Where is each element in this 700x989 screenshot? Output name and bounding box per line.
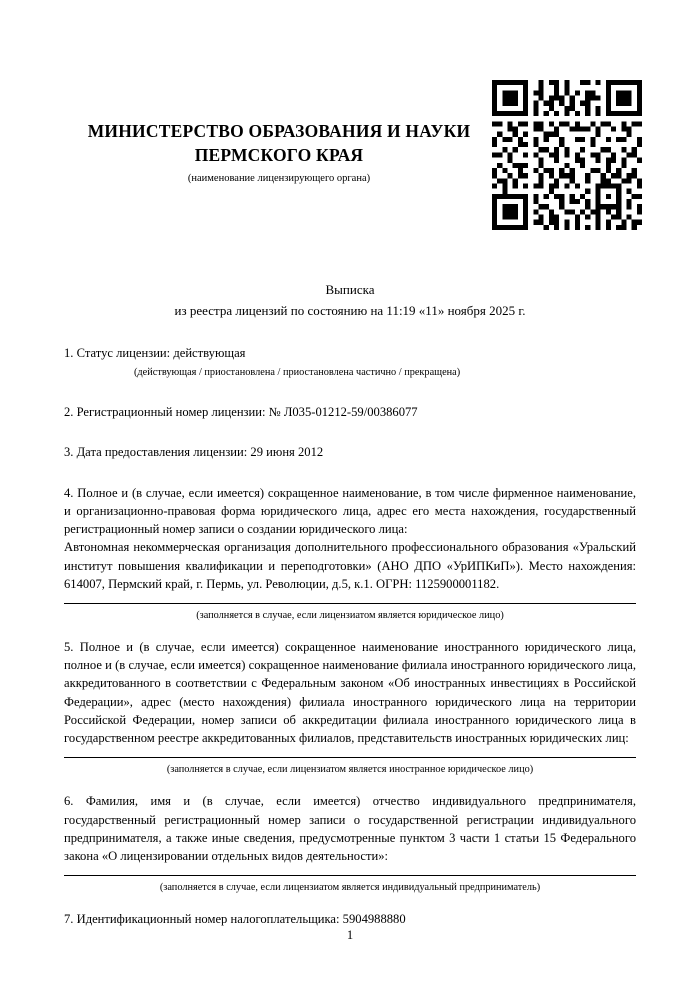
ministry-subtitle: (наименование лицензирующего органа) bbox=[187, 173, 371, 185]
document-title-line-2: из реестра лицензий по состоянию на 11:19 «11» ноября 2025 г. bbox=[174, 303, 526, 319]
document-title bbox=[64, 280, 636, 322]
item-7-text: 7. Идентификационный номер налогоплательщика: 5904988880 bbox=[64, 912, 406, 927]
divider bbox=[64, 757, 636, 758]
item-6 bbox=[64, 792, 636, 896]
item-4-value: Автономная некоммерческая организация дополнительного профессионального образования «Уральский институт повышения квалификации и переподготовки» (АНО ДПО «УрИПКиП»). Место нахождения: 614007, Пермский край, г. Пермь, ул. Революции, д.5, к.1. ОГРН: 1125900001182. bbox=[64, 540, 636, 591]
item-4-note: (заполняется в случае, если лицензиатом является юридическое лицо) bbox=[196, 610, 504, 622]
item-5-note: (заполняется в случае, если лицензиатом является иностранное юридическое лицо) bbox=[166, 764, 534, 776]
item-5 bbox=[64, 638, 636, 778]
item-5-text: 5. Полное и (в случае, если имеется) сокращенное наименование иностранного юридического лица, полное и (в случае, если имеется) сокращенное наименование филиала иностранного юридического лица, аккредитованного в соответствии с Федеральным законом «Об иностранных инвестициях в Российской Федерации», адрес (место нахождения) филиала иностранного юридического лица на территории Российской Федерации, номер записи об аккредитации филиала иностранного юридического лица в государственном реестре аккредитованных филиалов, представительств иностранных юридических лиц: bbox=[64, 639, 636, 746]
item-3 bbox=[64, 443, 636, 461]
page-title bbox=[64, 120, 494, 167]
document-header bbox=[64, 0, 494, 184]
item-2-text: 2. Регистрационный номер лицензии: № Л035-01212-59/00386077 bbox=[64, 405, 418, 420]
item-2 bbox=[64, 403, 636, 421]
item-6-note: (заполняется в случае, если лицензиатом является индивидуальный предприниматель) bbox=[159, 882, 541, 894]
item-1 bbox=[64, 344, 636, 381]
item-4-text: 4. Полное и (в случае, если имеется) сокращенное наименование, в том числе фирменное наименование, и организационно-правовая форма юридического лица, адрес его места нахождения, государственный регистрационный номер записи о создании юридического лица: bbox=[64, 485, 636, 537]
divider bbox=[64, 875, 636, 876]
item-4 bbox=[64, 484, 636, 624]
item-1-text: 1. Статус лицензии: действующая bbox=[64, 345, 246, 360]
divider bbox=[64, 603, 636, 604]
ministry-title-line-2: ПЕРМСКОГО КРАЯ bbox=[194, 144, 364, 165]
document-title-line-1: Выписка bbox=[325, 282, 375, 298]
qr-code-icon bbox=[492, 80, 642, 230]
item-7 bbox=[64, 910, 636, 928]
item-3-text: 3. Дата предоставления лицензии: 29 июня 2012 bbox=[64, 445, 324, 460]
page-number: 1 bbox=[346, 928, 354, 942]
item-6-text: 6. Фамилия, имя и (в случае, если имеется) отчество индивидуального предпринимателя, государственный регистрационный номер записи о государственной регистрации индивидуального предпринимателя, а также иные сведения, предусмотренные пунктом 3 части 1 статьи 15 Федерального закона «О лицензировании отдельных видов деятельности»: bbox=[64, 794, 636, 864]
ministry-title-line-1: МИНИСТЕРСТВО ОБРАЗОВАНИЯ И НАУКИ bbox=[87, 121, 471, 141]
item-1-note: (действующая / приостановлена / приостановлена частично / прекращена) bbox=[134, 367, 461, 379]
